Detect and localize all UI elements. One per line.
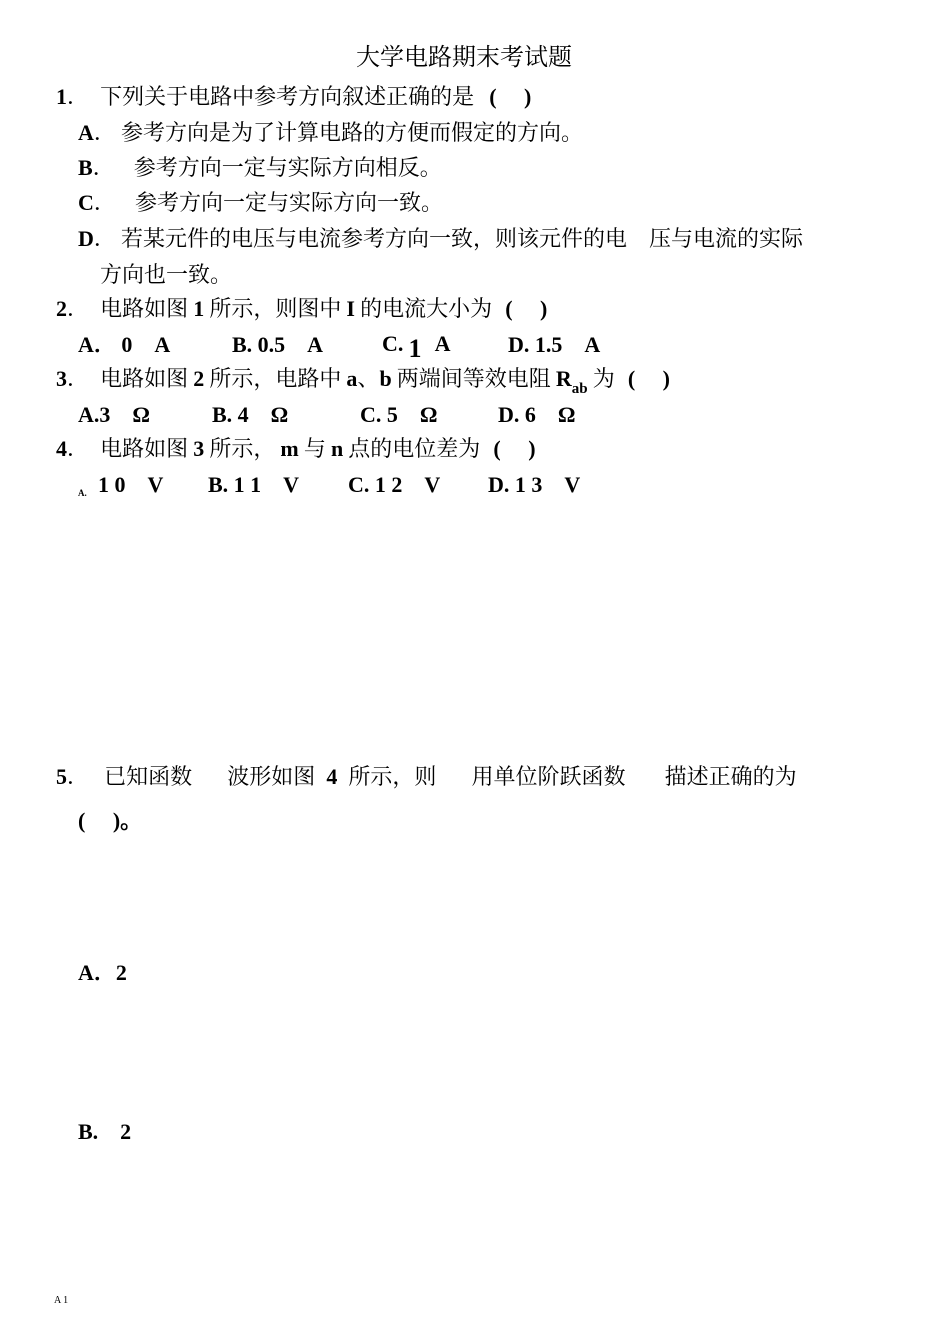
option-d: D． 若某元件的电压与电流参考方向一致，则该元件的电 压与电流的实际 [78, 226, 804, 252]
q2-option-c: C. 1 A [382, 331, 451, 363]
q3-option-d: D. 6 Ω [498, 402, 576, 427]
q2-option-a: A． 0 A [78, 332, 171, 357]
option-text: 若某元件的电压与电流参考方向一致，则该元件的电 压与电流的实际 [121, 227, 804, 252]
question-4: 4． 电路如图 3 所示， m 与 n 点的电位差为 ( ) [56, 436, 536, 462]
answer-blank: ( ) [505, 296, 548, 321]
question-number: 1 [56, 84, 67, 109]
option-label: B [78, 155, 93, 180]
question-number: 2 [56, 296, 67, 321]
answer-blank: ( ) [493, 436, 536, 461]
page-title: 大学电路期末考试题 [356, 43, 572, 71]
option-b: B． 参考方向一定与实际方向相反。 [78, 155, 442, 181]
option-text: 参考方向是为了计算电路的方便而假定的方向。 [121, 121, 584, 146]
q4-option-d: D. 1 3 V [488, 472, 581, 497]
option-value: 1 [408, 334, 422, 363]
option-label: C [78, 190, 94, 215]
answer-blank: ( ) [627, 366, 670, 391]
q4-option-a-label: A. [78, 488, 87, 498]
question-number: 4 [56, 436, 67, 461]
option-label: D [78, 226, 94, 251]
q4-option-a: 1 0 V [98, 472, 164, 497]
q3-option-b: B. 4 Ω [212, 402, 289, 427]
answer-blank: ( ) [489, 84, 532, 109]
answer-blank: ( )。 [78, 808, 143, 833]
q4-option-c: C. 1 2 V [348, 472, 441, 497]
q5-option-a: A．2 [78, 960, 127, 985]
option-label: A [78, 120, 94, 145]
figure-ref: 4 [326, 764, 338, 789]
option-d-continued: 方向也一致。 [100, 263, 233, 288]
q2-option-b: B. 0.5 A [232, 332, 324, 357]
question-number: 5 [56, 764, 67, 789]
question-text: 下列关于电路中参考方向叙述正确的是 [100, 85, 475, 110]
q3-option-c: C. 5 Ω [360, 402, 438, 427]
q3-option-a: A.3 Ω [78, 402, 151, 427]
page-footer: A 1 [54, 1295, 69, 1306]
option-c: C． 参考方向一定与实际方向一致。 [78, 190, 444, 216]
resistance-symbol: R [555, 366, 572, 391]
figure-ref: 3 [193, 436, 205, 461]
option-text: 参考方向一定与实际方向一致。 [135, 191, 444, 216]
figure-ref: 1 [193, 296, 205, 321]
question-2: 2． 电路如图 1 所示，则图中 I 的电流大小为 ( ) [56, 296, 548, 322]
option-a: A． 参考方向是为了计算电路的方便而假定的方向。 [78, 120, 584, 146]
question-1: 1． 下列关于电路中参考方向叙述正确的是 ( ) [56, 84, 532, 110]
q5-option-b: B. 2 [78, 1119, 132, 1144]
variable: I [346, 296, 355, 321]
q2-option-d: D. 1.5 A [508, 332, 601, 357]
question-3: 3． 电路如图 2 所示，电路中 a、b 两端间等效电阻 Rab 为 ( ) [56, 366, 670, 397]
question-number: 3 [56, 366, 67, 391]
option-text: 参考方向一定与实际方向相反。 [133, 156, 442, 181]
question-5: 5． 已知函数 波形如图 4 所示，则 用单位阶跃函数 描述正确的为 [56, 764, 797, 790]
q4-option-b: B. 1 1 V [208, 472, 300, 497]
figure-ref: 2 [193, 366, 205, 391]
